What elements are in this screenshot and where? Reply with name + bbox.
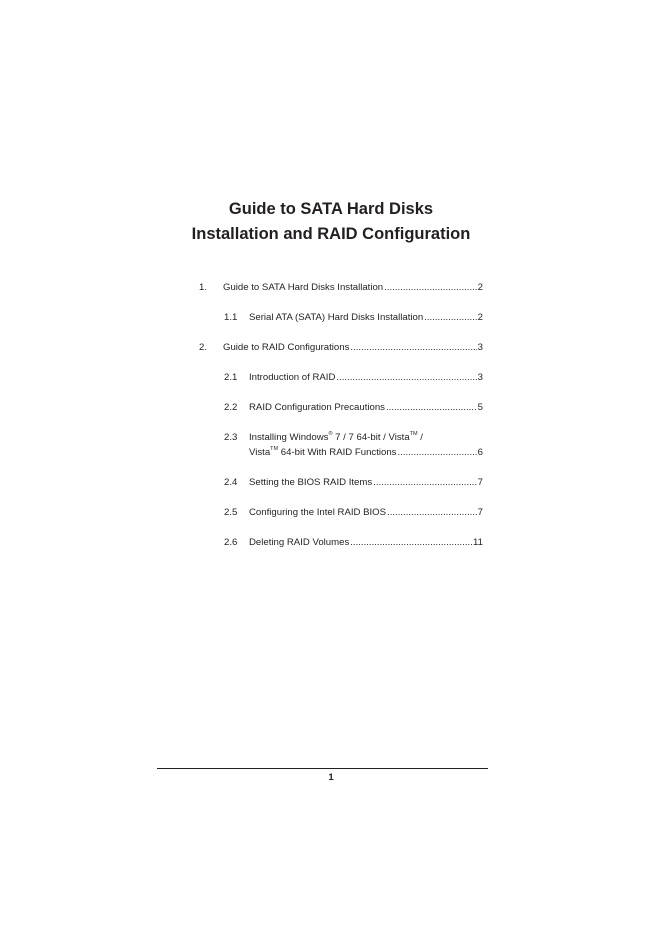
toc-entry-line-second xyxy=(249,447,483,459)
toc-entry-line xyxy=(249,402,483,414)
toc-entry-number: 2.4 xyxy=(224,477,238,488)
toc-entry-page: 5 xyxy=(477,402,483,413)
toc-entry-number: 2.2 xyxy=(224,402,238,413)
toc-entry-label: Serial ATA (SATA) Hard Disks Installation xyxy=(249,312,424,323)
toc-entry-page: 11 xyxy=(473,537,483,548)
toc-entry-label-first: Installing Windows® 7 / 7 64-bit / Vista™ / xyxy=(249,430,423,443)
toc-leader-dots xyxy=(387,507,477,519)
toc-entry-number: 2.6 xyxy=(224,537,238,548)
toc-entry-number: 2.3 xyxy=(224,432,238,443)
page-number: 1 xyxy=(328,772,334,783)
toc-entry-line xyxy=(223,282,483,294)
trademark-mark: TM xyxy=(270,445,279,452)
toc-entry-page: 6 xyxy=(477,447,483,458)
toc-entry-number: 2.1 xyxy=(224,372,238,383)
toc-entry-number: 2. xyxy=(199,342,208,353)
toc-entry-page: 2 xyxy=(477,282,483,293)
document-title-line-2: Installation and RAID Configuration xyxy=(191,225,471,243)
toc-entry-page: 7 xyxy=(477,507,483,518)
toc-entry-line xyxy=(249,507,483,519)
toc-entry-number: 1.1 xyxy=(224,312,238,323)
toc-entry-number: 2.5 xyxy=(224,507,238,518)
toc-entry-page: 7 xyxy=(477,477,483,488)
toc-entry-label: RAID Configuration Precautions xyxy=(249,402,385,413)
toc-entry-label: Guide to SATA Hard Disks Installation xyxy=(223,282,384,293)
toc-entry-label: Introduction of RAID xyxy=(249,372,336,383)
toc-entry-line-first xyxy=(249,432,483,444)
toc-leader-dots xyxy=(397,447,476,459)
toc-leader-dots xyxy=(384,282,477,294)
toc-leader-dots xyxy=(336,372,476,384)
toc-entry-line xyxy=(223,342,483,354)
toc-entry-number: 1. xyxy=(199,282,208,293)
toc-leader-dots xyxy=(373,477,476,489)
document-title-line-1: Guide to SATA Hard Disks xyxy=(228,200,434,218)
toc-entry-label: Guide to RAID Configurations xyxy=(223,342,350,353)
trademark-mark: TM xyxy=(409,430,418,437)
toc-leader-dots xyxy=(386,402,477,414)
toc-entry-label: Configuring the Intel RAID BIOS xyxy=(249,507,387,518)
toc-leader-dots xyxy=(350,537,472,549)
toc-entry-line xyxy=(249,537,483,549)
toc-leader-dots xyxy=(424,312,476,324)
toc-entry-label: Deleting RAID Volumes xyxy=(249,537,350,548)
toc-entry-label: Setting the BIOS RAID Items xyxy=(249,477,373,488)
toc-entry-page: 3 xyxy=(477,372,483,383)
registered-mark: ® xyxy=(328,430,333,437)
toc-entry-label-second: Vista™ 64-bit With RAID Functions xyxy=(249,445,397,458)
toc-entry-line xyxy=(249,312,483,324)
toc-entry-line xyxy=(249,477,483,489)
toc-entry-line xyxy=(249,372,483,384)
toc-entry-page: 2 xyxy=(477,312,483,323)
toc-entry-page: 3 xyxy=(477,342,483,353)
toc-leader-dots xyxy=(350,342,476,354)
footer-divider xyxy=(157,768,488,769)
